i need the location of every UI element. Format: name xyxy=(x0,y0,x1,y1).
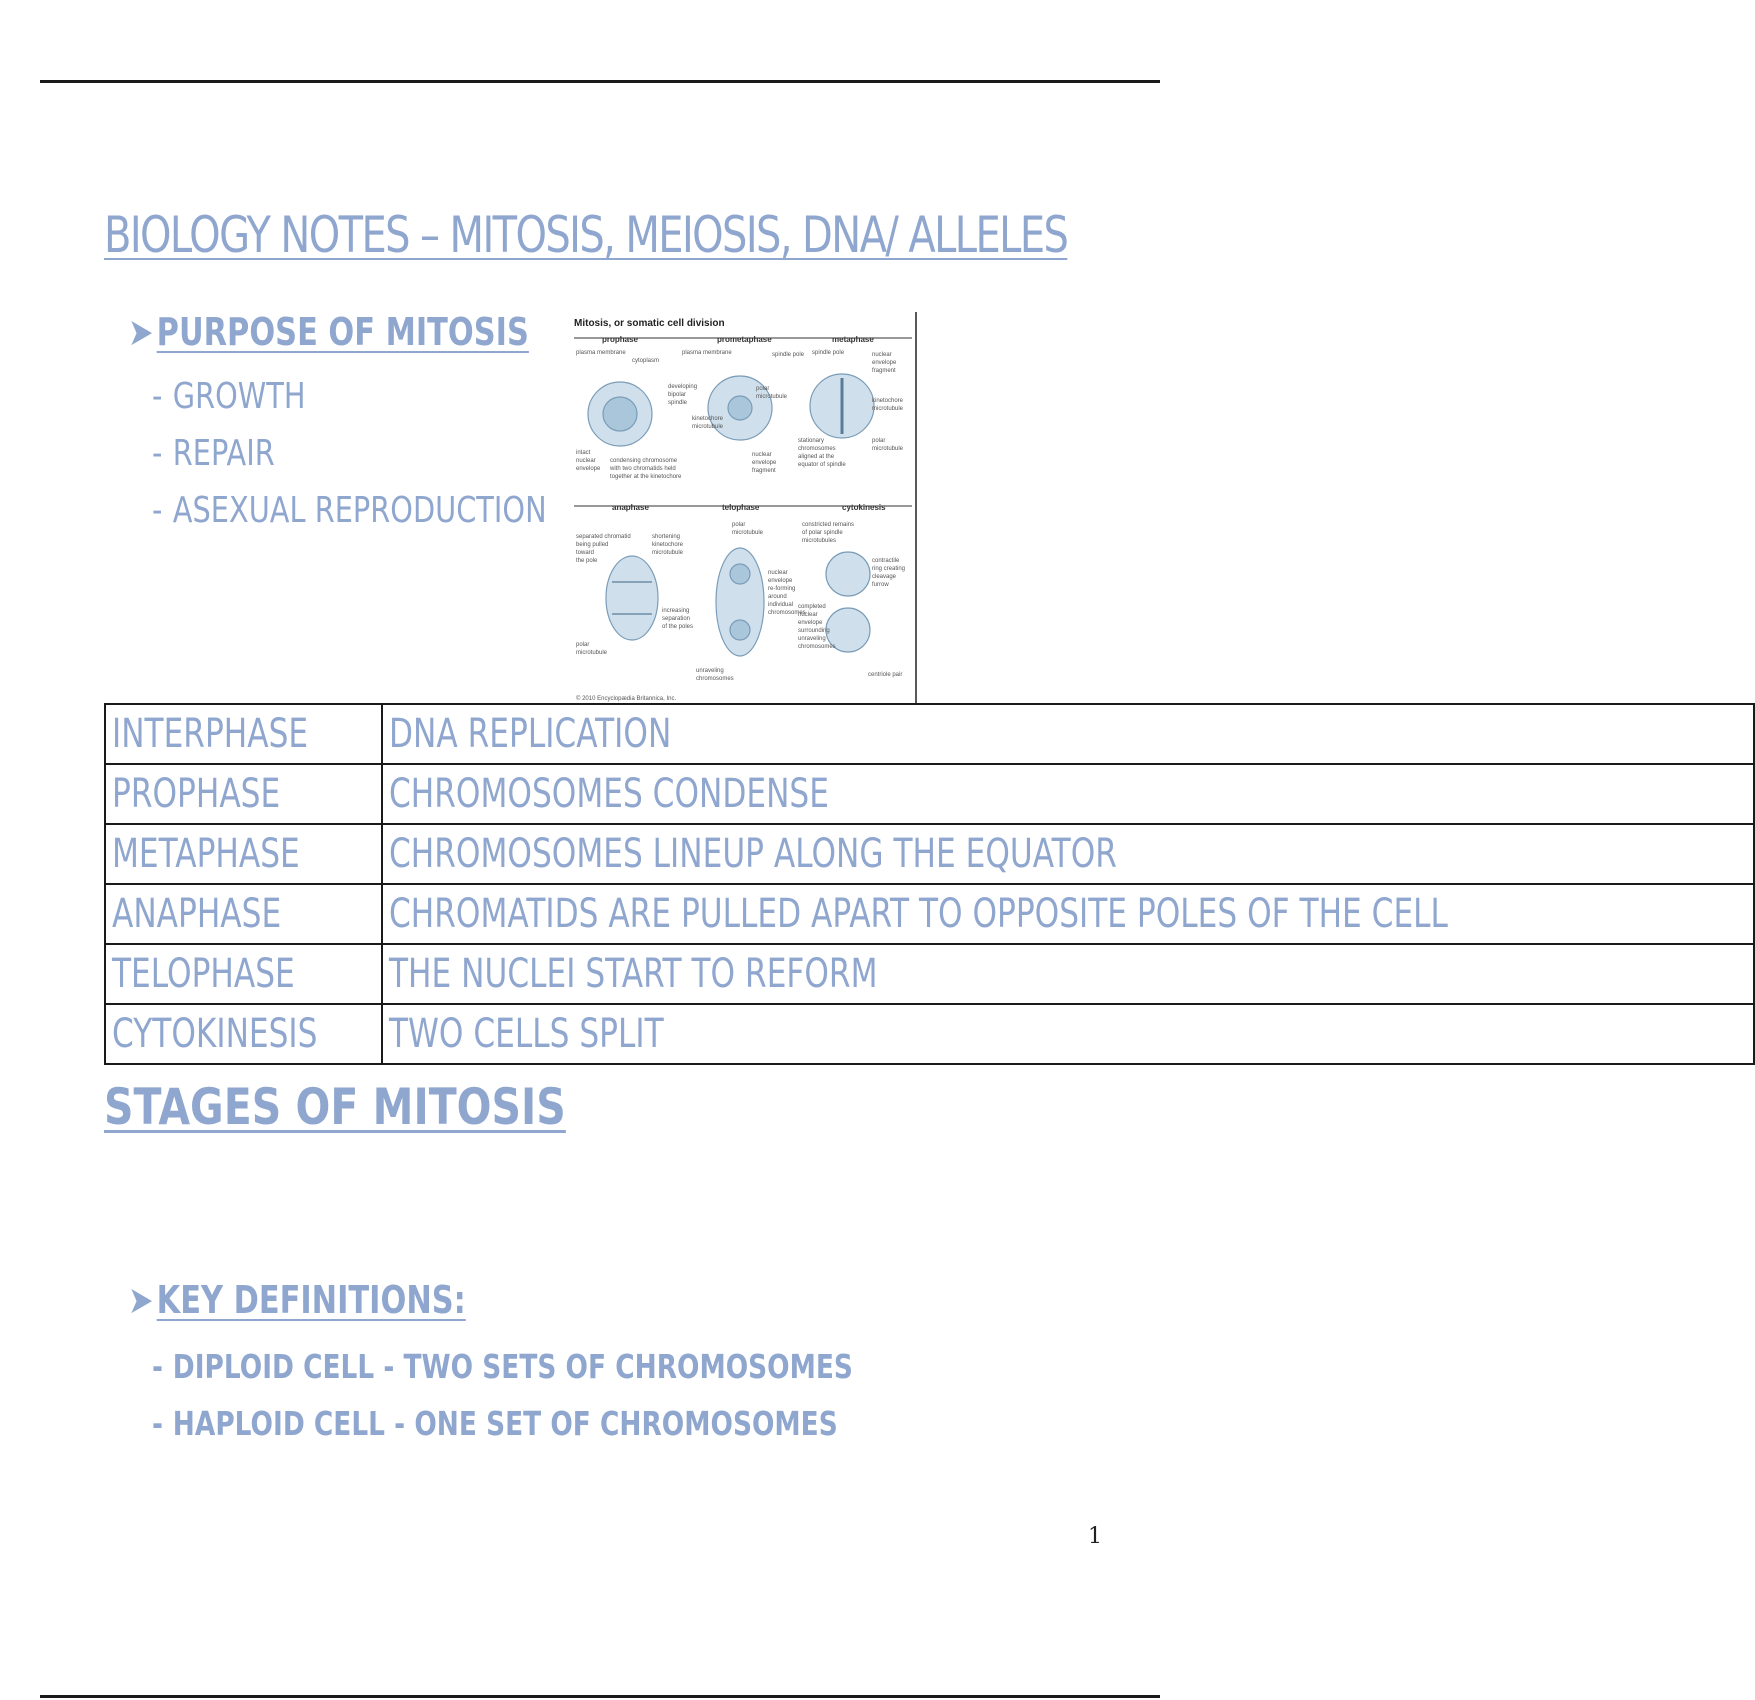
stage-cell: METAPHASE xyxy=(105,824,382,884)
description-cell: CHROMOSOMES LINEUP ALONG THE EQUATOR xyxy=(382,824,1754,884)
chevron-right-icon: ➤ xyxy=(128,310,154,354)
svg-text:chromosomes: chromosomes xyxy=(696,676,734,682)
table-row xyxy=(105,764,1754,824)
diagram-stage-label: cytokinesis xyxy=(842,503,886,512)
svg-text:aligned at the: aligned at the xyxy=(798,454,835,460)
definitions-heading: ➤KEY DEFINITIONS: xyxy=(128,1278,466,1322)
svg-text:envelope: envelope xyxy=(576,466,601,472)
svg-text:microtubule: microtubule xyxy=(652,550,684,556)
cell-cytokinesis xyxy=(826,552,870,652)
svg-text:bipolar: bipolar xyxy=(668,392,687,398)
svg-text:envelope: envelope xyxy=(798,620,823,626)
page-title: BIOLOGY NOTES – MITOSIS, MEIOSIS, DNA/ ALLELES xyxy=(104,206,1068,264)
svg-text:chromosomes: chromosomes xyxy=(798,644,836,650)
svg-text:constricted remains: constricted remains xyxy=(802,522,855,528)
svg-text:the pole: the pole xyxy=(576,558,598,564)
diagram-stage-label: metaphase xyxy=(832,335,874,344)
svg-text:being pulled: being pulled xyxy=(576,542,609,548)
cell-anaphase xyxy=(606,556,658,640)
svg-text:condensing chromosome: condensing chromosome xyxy=(610,458,678,464)
svg-text:polar: polar xyxy=(732,522,746,528)
svg-text:unraveling: unraveling xyxy=(696,668,724,674)
svg-text:toward: toward xyxy=(576,550,595,556)
svg-text:polar: polar xyxy=(756,386,770,392)
svg-text:nuclear: nuclear xyxy=(576,458,596,464)
list-item: - REPAIR xyxy=(152,433,275,474)
svg-text:kinetochore: kinetochore xyxy=(692,416,724,422)
svg-text:plasma membrane: plasma membrane xyxy=(576,350,626,356)
svg-text:of the poles: of the poles xyxy=(662,624,694,630)
diagram-stage-label: telophase xyxy=(722,503,760,512)
svg-text:equator of spindle: equator of spindle xyxy=(798,462,846,468)
svg-text:centriole pair: centriole pair xyxy=(868,672,903,678)
svg-text:shortening: shortening xyxy=(652,534,681,540)
svg-text:re-forming: re-forming xyxy=(768,586,796,592)
stage-cell: CYTOKINESIS xyxy=(105,1004,382,1064)
svg-text:contractile: contractile xyxy=(872,558,900,564)
diagram-title: Mitosis, or somatic cell division xyxy=(574,318,725,329)
svg-text:spindle: spindle xyxy=(668,400,688,406)
svg-text:intact: intact xyxy=(576,450,591,456)
stage-cell: INTERPHASE xyxy=(105,704,382,764)
stage-cell: ANAPHASE xyxy=(105,884,382,944)
svg-text:microtubule: microtubule xyxy=(692,424,724,430)
svg-text:unraveling: unraveling xyxy=(798,636,826,642)
svg-text:completed: completed xyxy=(798,604,826,610)
svg-text:stationary: stationary xyxy=(798,438,825,444)
svg-text:microtubule: microtubule xyxy=(576,650,608,656)
diagram-stage-label: anaphase xyxy=(612,503,649,512)
cell-telophase xyxy=(716,548,764,656)
table-row xyxy=(105,1004,1754,1064)
mitosis-diagram xyxy=(572,312,916,704)
svg-text:ring creating: ring creating xyxy=(872,566,906,572)
description-cell: TWO CELLS SPLIT xyxy=(382,1004,1754,1064)
svg-text:chromosomes: chromosomes xyxy=(798,446,836,452)
svg-text:chromosomes: chromosomes xyxy=(768,610,806,616)
svg-text:with two chromatids held: with two chromatids held xyxy=(610,466,676,472)
svg-text:cleavage: cleavage xyxy=(872,574,897,580)
description-cell: THE NUCLEI START TO REFORM xyxy=(382,944,1754,1004)
svg-text:fragment: fragment xyxy=(752,468,776,474)
table-row xyxy=(105,824,1754,884)
svg-text:around: around xyxy=(768,594,787,600)
svg-text:individual: individual xyxy=(768,602,794,608)
svg-text:envelope: envelope xyxy=(752,460,777,466)
svg-text:together at the kinetochore: together at the kinetochore xyxy=(610,474,682,480)
svg-text:developing: developing xyxy=(668,384,698,390)
svg-text:polar: polar xyxy=(872,438,886,444)
svg-text:microtubule: microtubule xyxy=(756,394,788,400)
stage-cell: TELOPHASE xyxy=(105,944,382,1004)
svg-text:separation: separation xyxy=(662,616,691,622)
diagram-stage-label: prophase xyxy=(602,335,639,344)
svg-text:furrow: furrow xyxy=(872,582,889,588)
svg-text:polar: polar xyxy=(576,642,590,648)
list-item: - DIPLOID CELL - TWO SETS OF CHROMOSOMES xyxy=(152,1347,853,1386)
description-cell: CHROMOSOMES CONDENSE xyxy=(382,764,1754,824)
svg-text:spindle pole: spindle pole xyxy=(772,352,805,358)
svg-text:surrounding: surrounding xyxy=(798,628,830,634)
table-row xyxy=(105,704,1754,764)
svg-text:kinetochore: kinetochore xyxy=(872,398,904,404)
diagram-credit: © 2010 Encyclopædia Britannica, Inc. xyxy=(576,696,677,702)
svg-text:microtubule: microtubule xyxy=(872,406,904,412)
svg-text:microtubules: microtubules xyxy=(802,538,837,544)
svg-text:separated chromatid: separated chromatid xyxy=(576,534,631,540)
table-row xyxy=(105,884,1754,944)
svg-text:nuclear: nuclear xyxy=(798,612,818,618)
chevron-right-icon: ➤ xyxy=(128,1278,154,1322)
svg-text:increasing: increasing xyxy=(662,608,690,614)
svg-text:of polar spindle: of polar spindle xyxy=(802,530,843,536)
svg-text:nuclear: nuclear xyxy=(768,570,788,576)
stages-title: STAGES OF MITOSIS xyxy=(104,1078,566,1136)
svg-text:nuclear: nuclear xyxy=(872,352,892,358)
svg-text:nuclear: nuclear xyxy=(752,452,772,458)
description-cell: CHROMATIDS ARE PULLED APART TO OPPOSITE POLES OF THE CELL xyxy=(382,884,1754,944)
page-number: 1 xyxy=(1088,1524,1102,1549)
svg-text:kinetochore: kinetochore xyxy=(652,542,684,548)
top-rule xyxy=(40,80,1160,83)
svg-text:fragment: fragment xyxy=(872,368,896,374)
definitions-list xyxy=(152,1338,1028,1452)
list-item: - HAPLOID CELL - ONE SET OF CHROMOSOMES xyxy=(152,1404,838,1443)
svg-text:envelope: envelope xyxy=(872,360,897,366)
cell-metaphase xyxy=(810,374,874,438)
table-row xyxy=(105,944,1754,1004)
svg-text:cytoplasm: cytoplasm xyxy=(632,358,660,364)
stage-cell: PROPHASE xyxy=(105,764,382,824)
svg-text:spindle pole: spindle pole xyxy=(812,350,845,356)
mitosis-stages-table xyxy=(104,703,1755,1065)
svg-text:plasma membrane: plasma membrane xyxy=(682,350,732,356)
bottom-rule xyxy=(40,1695,1160,1698)
list-item: - GROWTH xyxy=(152,376,306,417)
diagram-stage-label: prometaphase xyxy=(717,335,772,344)
svg-text:microtubule: microtubule xyxy=(732,530,764,536)
cell-prophase xyxy=(588,382,652,446)
description-cell: DNA REPLICATION xyxy=(382,704,1754,764)
svg-text:envelope: envelope xyxy=(768,578,793,584)
purpose-heading: ➤PURPOSE OF MITOSIS xyxy=(128,310,529,354)
list-item: - ASEXUAL REPRODUCTION xyxy=(152,490,547,531)
svg-text:microtubule: microtubule xyxy=(872,446,904,452)
